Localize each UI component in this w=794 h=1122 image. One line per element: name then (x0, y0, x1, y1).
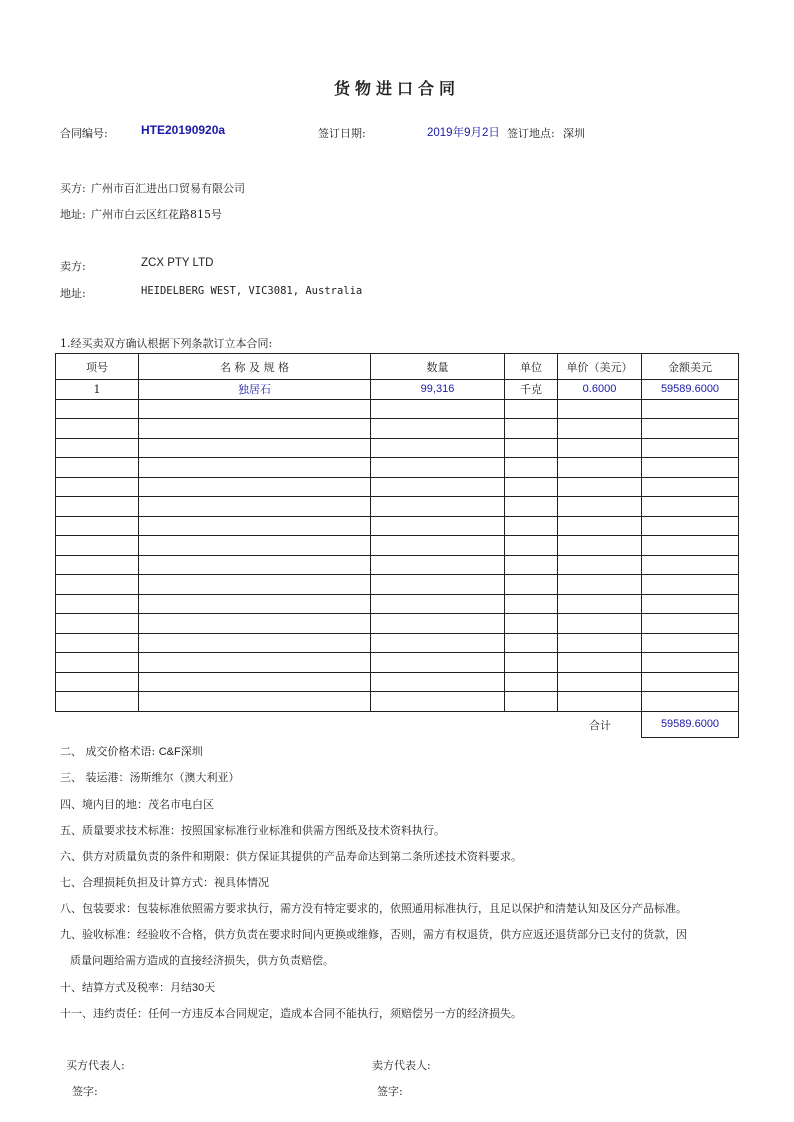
empty-cell (558, 672, 642, 692)
empty-cell (558, 458, 642, 478)
sign-date-label: 签订日期: (318, 127, 366, 140)
empty-cell (505, 575, 558, 595)
empty-cell (558, 497, 642, 517)
empty-cell (56, 516, 139, 536)
empty-cell (558, 555, 642, 575)
total-label: 合计 (589, 719, 611, 732)
empty-cell (642, 594, 739, 614)
table-row-empty (56, 653, 739, 673)
empty-cell (558, 477, 642, 497)
empty-cell (371, 555, 505, 575)
empty-cell (56, 477, 139, 497)
header-amount: 金额美元 (642, 354, 739, 380)
empty-cell (139, 497, 371, 517)
cell-item-no: 1 (56, 380, 139, 400)
empty-cell (642, 692, 739, 712)
empty-cell (642, 477, 739, 497)
empty-cell (371, 536, 505, 556)
empty-cell (139, 614, 371, 634)
clause-7: 七、合理损耗负担及计算方式：视具体情况 (60, 876, 269, 889)
seller-name: ZCX PTY LTD (141, 257, 214, 269)
empty-cell (642, 458, 739, 478)
table-row-empty (56, 516, 739, 536)
cell-amount: 59589.6000 (642, 380, 739, 400)
header-unit-price: 单价（美元） (558, 354, 642, 380)
empty-cell (56, 419, 139, 439)
empty-cell (558, 614, 642, 634)
empty-cell (642, 516, 739, 536)
clause-9-line-1: 九、验收标准：经验收不合格，供方负责在要求时间内更换或维修，否则，需方有权退货，供方应返还退货部分已支付的货款，因 (60, 928, 687, 941)
clause-3: 三、 装运港：汤斯维尔（澳大利亚） (60, 771, 240, 784)
empty-cell (371, 575, 505, 595)
empty-cell (558, 536, 642, 556)
sign-place-label: 签订地点: (507, 127, 555, 140)
buyer-address: 广州市白云区红花路815号 (91, 208, 222, 221)
empty-cell (139, 555, 371, 575)
seller-label: 卖方: (60, 260, 86, 273)
contract-number-value: HTE20190920a (141, 123, 226, 137)
table-row (56, 380, 739, 400)
empty-cell (505, 419, 558, 439)
empty-cell (371, 399, 505, 419)
buyer-address-label: 地址: (60, 208, 86, 221)
empty-cell (371, 633, 505, 653)
cell-unit-price: 0.6000 (558, 380, 642, 400)
empty-cell (505, 536, 558, 556)
table-row-empty (56, 555, 739, 575)
empty-cell (642, 653, 739, 673)
clause-2-label: 二、 成交价格术语: (60, 745, 156, 758)
empty-cell (642, 555, 739, 575)
sign-date-value: 2019年9月2日 (427, 127, 500, 139)
empty-cell (371, 516, 505, 536)
buyer-label: 买方: (60, 182, 86, 195)
empty-cell (56, 575, 139, 595)
empty-cell (505, 555, 558, 575)
empty-cell (56, 555, 139, 575)
seller-address-label: 地址: (60, 287, 86, 300)
empty-cell (558, 419, 642, 439)
empty-cell (139, 536, 371, 556)
table-row-empty (56, 458, 739, 478)
empty-cell (139, 672, 371, 692)
empty-cell (558, 594, 642, 614)
empty-cell (558, 516, 642, 536)
empty-cell (642, 536, 739, 556)
empty-cell (139, 458, 371, 478)
table-row-empty (56, 614, 739, 634)
empty-cell (558, 633, 642, 653)
empty-cell (371, 653, 505, 673)
header-name-spec: 名 称 及 规 格 (139, 354, 371, 380)
cell-unit: 千克 (505, 380, 558, 400)
clause-1: 1.经买卖双方确认根据下列条款订立本合同: (60, 337, 273, 350)
empty-cell (371, 458, 505, 478)
empty-cell (56, 594, 139, 614)
clause-2-value: C&F深圳 (158, 746, 203, 758)
header-quantity: 数量 (371, 354, 505, 380)
empty-cell (139, 575, 371, 595)
empty-cell (505, 516, 558, 536)
empty-cell (56, 633, 139, 653)
empty-cell (558, 575, 642, 595)
empty-cell (139, 419, 371, 439)
empty-cell (56, 614, 139, 634)
document-title: 货物进口合同 (333, 79, 460, 98)
empty-cell (139, 633, 371, 653)
clause-11: 十一、违约责任：任何一方违反本合同规定，造成本合同不能执行，须赔偿另一方的经济损失。 (60, 1007, 522, 1020)
empty-cell (139, 516, 371, 536)
seller-address: HEIDELBERG WEST, VIC3081, Australia (141, 285, 363, 297)
cell-name: 独居石 (139, 380, 371, 400)
clause-2 (60, 743, 203, 759)
table-row-empty (56, 536, 739, 556)
table-row-empty (56, 399, 739, 419)
empty-cell (139, 477, 371, 497)
empty-cell (558, 692, 642, 712)
buyer-signature-label: 签字: (72, 1085, 98, 1098)
empty-cell (505, 594, 558, 614)
empty-cell (642, 419, 739, 439)
empty-cell (642, 399, 739, 419)
empty-cell (642, 672, 739, 692)
empty-cell (371, 477, 505, 497)
empty-cell (371, 497, 505, 517)
empty-cell (371, 614, 505, 634)
empty-cell (139, 653, 371, 673)
empty-cell (505, 458, 558, 478)
table-row-empty (56, 633, 739, 653)
empty-cell (56, 399, 139, 419)
buyer-name: 广州市百汇进出口贸易有限公司 (91, 182, 245, 195)
empty-cell (56, 692, 139, 712)
empty-cell (558, 653, 642, 673)
empty-cell (56, 672, 139, 692)
empty-cell (56, 458, 139, 478)
header-item-no: 项号 (56, 354, 139, 380)
contract-number-label: 合同编号: (60, 127, 108, 140)
sign-place-value: 深圳 (563, 127, 585, 140)
table-row-empty (56, 575, 739, 595)
table-row-empty (56, 477, 739, 497)
empty-cell (642, 575, 739, 595)
empty-cell (371, 594, 505, 614)
table-row-empty (56, 497, 739, 517)
empty-cell (371, 438, 505, 458)
empty-cell (642, 438, 739, 458)
empty-cell (139, 438, 371, 458)
empty-cell (139, 594, 371, 614)
empty-cell (558, 438, 642, 458)
empty-cell (505, 633, 558, 653)
empty-cell (371, 419, 505, 439)
empty-cell (56, 653, 139, 673)
buyer-representative-label: 买方代表人: (66, 1059, 125, 1072)
table-row-empty (56, 594, 739, 614)
empty-cell (505, 614, 558, 634)
empty-cell (371, 692, 505, 712)
seller-representative-label: 卖方代表人: (372, 1059, 431, 1072)
empty-cell (505, 497, 558, 517)
total-value: 59589.6000 (641, 711, 739, 738)
empty-cell (139, 692, 371, 712)
empty-cell (642, 497, 739, 517)
header-unit: 单位 (505, 354, 558, 380)
empty-cell (505, 438, 558, 458)
empty-cell (558, 399, 642, 419)
clause-10-label: 十、结算方式及税率：月结 (60, 981, 192, 994)
table-header-row (56, 354, 739, 380)
table-row-empty (56, 438, 739, 458)
empty-cell (505, 672, 558, 692)
empty-cell (505, 653, 558, 673)
empty-cell (56, 438, 139, 458)
clause-5: 五、质量要求技术标准：按照国家标准行业标准和供需方图纸及技术资料执行。 (60, 824, 445, 837)
table-row-empty (56, 419, 739, 439)
clause-10 (60, 979, 215, 995)
clause-6: 六、供方对质量负责的条件和期限：供方保证其提供的产品寿命达到第二条所述技术资料要求。 (60, 850, 522, 863)
empty-cell (642, 633, 739, 653)
clause-9-line-2: 质量问题给需方造成的直接经济损失，供方负责赔偿。 (70, 954, 334, 967)
empty-cell (56, 497, 139, 517)
clause-10-value: 30天 (192, 982, 216, 994)
empty-cell (56, 536, 139, 556)
empty-cell (505, 692, 558, 712)
table-row-empty (56, 692, 739, 712)
clause-4: 四、境内目的地：茂名市电白区 (60, 798, 214, 811)
empty-cell (642, 614, 739, 634)
empty-cell (505, 399, 558, 419)
clause-8: 八、包装要求：包装标准依照需方要求执行，需方没有特定要求的，依照通用标准执行，且足以保护和清楚认知及区分产品标准。 (60, 902, 687, 915)
goods-table (55, 353, 739, 712)
empty-cell (371, 672, 505, 692)
empty-cell (505, 477, 558, 497)
empty-cell (139, 399, 371, 419)
cell-quantity: 99,316 (371, 380, 505, 400)
seller-signature-label: 签字: (377, 1085, 403, 1098)
table-row-empty (56, 672, 739, 692)
